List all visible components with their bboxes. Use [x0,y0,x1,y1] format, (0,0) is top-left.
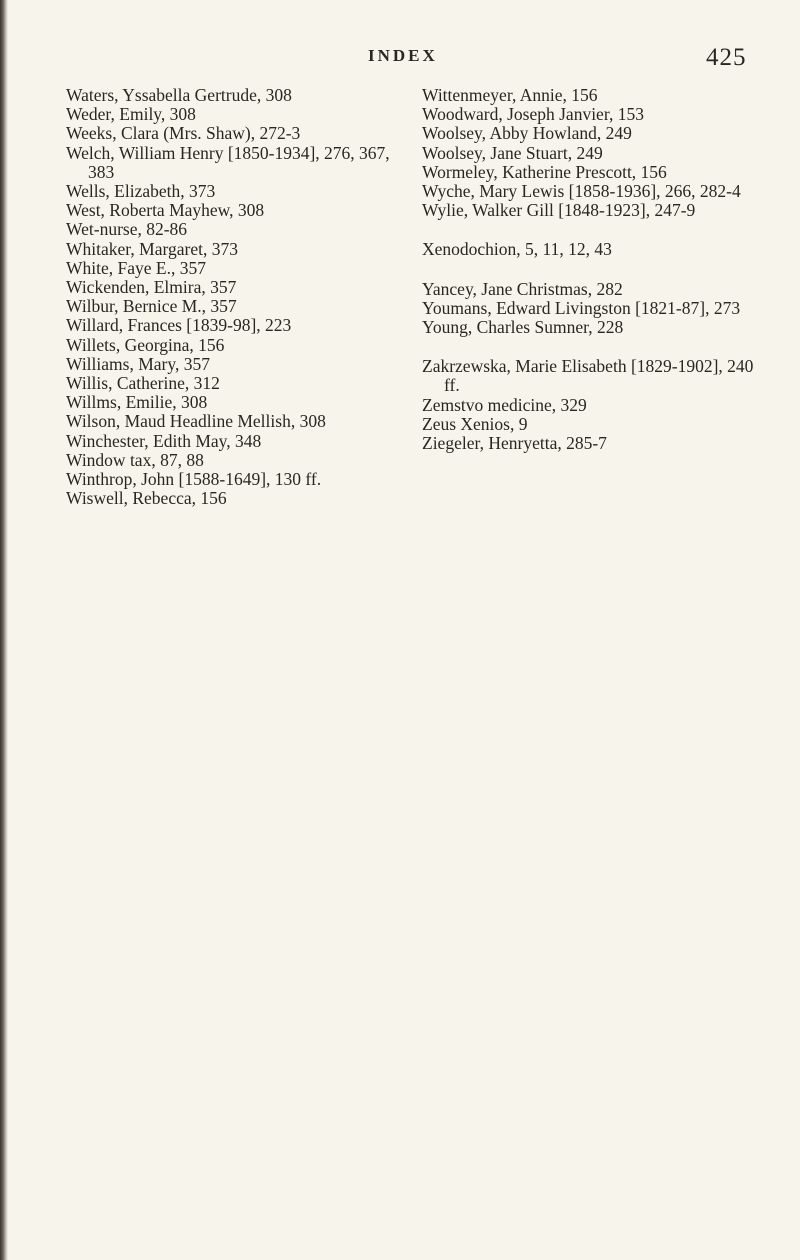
index-column-right [422,86,754,473]
index-entry: Woolsey, Jane Stuart, 249 [422,142,603,163]
index-letter-group-y [422,280,754,338]
index-entry: Zemstvo medicine, 329 [422,394,587,415]
index-entry: Wyche, Mary Lewis [1858-1936], 266, 282-4 [422,181,741,202]
index-entry: Ziegeler, Henryetta, 285-7 [422,433,607,454]
book-binding-edge [0,0,8,1260]
index-entry: Woodward, Joseph Janvier, 153 [422,104,644,125]
index-entry: Wiswell, Rebecca, 156 [66,488,227,509]
index-column-left [66,86,396,508]
index-entry: Xenodochion, 5, 11, 12, 43 [422,239,612,260]
index-entry: Willis, Catherine, 312 [66,373,220,394]
index-entry: Wittenmeyer, Annie, 156 [422,85,598,105]
index-entry: Willard, Frances [1839-98], 223 [66,315,292,336]
index-entry: West, Roberta Mayhew, 308 [66,200,265,221]
index-entry: Willms, Emilie, 308 [66,392,208,413]
index-entry: Wormeley, Katherine Prescott, 156 [422,161,667,182]
index-letter-group-z [422,357,754,453]
index-entry: Welch, William Henry [1850-1934], 276, 367, 383 [66,142,390,182]
index-entry: Woolsey, Abby Howland, 249 [422,123,632,144]
index-entry: Williams, Mary, 357 [66,353,210,374]
index-entry: Wilbur, Bernice M., 357 [66,296,237,317]
page-number: 425 [706,44,747,71]
index-entry: White, Faye E., 357 [66,257,206,278]
index-entry: Zeus Xenios, 9 [422,413,528,434]
index-entry: Wilson, Maud Headline Mellish, 308 [66,411,326,432]
index-entry: Zakrzewska, Marie Elisabeth [1829-1902], 240 ff. [422,356,754,396]
index-entry: Waters, Yssabella Gertrude, 308 [66,85,292,105]
index-entry: Window tax, 87, 88 [66,449,204,470]
index-entry: Willets, Georgina, 156 [66,334,225,355]
page-header [0,44,800,74]
index-entry: Whitaker, Margaret, 373 [66,238,238,259]
index-entry: Young, Charles Sumner, 228 [422,317,624,338]
index-entry: Weeks, Clara (Mrs. Shaw), 272-3 [66,123,301,144]
index-entry: Wylie, Walker Gill [1848-1923], 247-9 [422,200,696,221]
running-head: INDEX [368,46,438,65]
index-entry: Youmans, Edward Livingston [1821-87], 273 [422,297,741,318]
index-letter-group-x [422,240,754,259]
index-entry: Winthrop, John [1588-1649], 130 ff. [66,469,322,490]
index-entry: Yancey, Jane Christmas, 282 [422,278,623,299]
index-letter-group-w [422,86,754,220]
index-entry: Weder, Emily, 308 [66,104,196,125]
index-entry: Wells, Elizabeth, 373 [66,181,216,202]
index-entry: Wickenden, Elmira, 357 [66,277,237,298]
index-entry: Winchester, Edith May, 348 [66,430,262,451]
index-entry: Wet-nurse, 82-86 [66,219,188,240]
